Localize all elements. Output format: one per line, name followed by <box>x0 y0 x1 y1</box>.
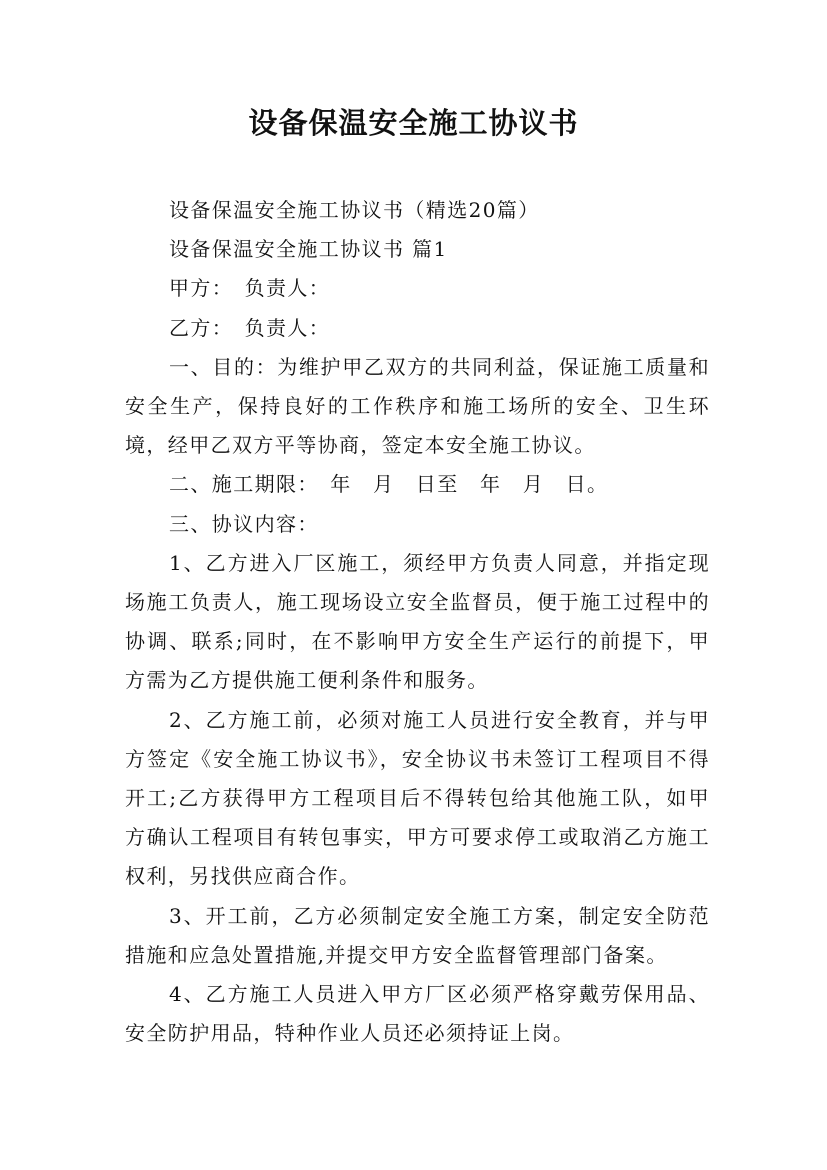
paragraph-clause-4: 4、乙方施工人员进入甲方厂区必须严格穿戴劳保用品、安全防护用品，特种作业人员还必须持证上岗。 <box>125 982 710 1046</box>
paragraph-purpose: 一、目的：为维护甲乙双方的共同利益，保证施工质量和安全生产，保持良好的工作秩序和施工场所的安全、卫生环境，经甲乙双方平等协商，签定本安全施工协议。 <box>125 354 710 458</box>
paragraph-contents-heading: 三、协议内容： <box>169 511 319 536</box>
paragraph-clause-3: 3、开工前，乙方必须制定安全施工方案，制定安全防范措施和应急处置措施,并提交甲方安全监督管理部门备案。 <box>125 903 710 967</box>
paragraph-clause-2: 2、乙方施工前，必须对施工人员进行安全教育，并与甲方签定《安全施工协议书》，安全协议书未签订工程项目不得开工;乙方获得甲方工程项目后不得转包给其他施工队，如甲方确认工程项目有转包事实，甲方可要求停工或取消乙方施工权利，另找供应商合作。 <box>125 707 710 889</box>
paragraph-party-b: 乙方： 负责人： <box>169 315 331 340</box>
document-body <box>125 191 710 1053</box>
paragraph-party-a: 甲方： 负责人： <box>169 276 331 301</box>
document-title: 设备保温安全施工协议书 <box>248 106 579 140</box>
paragraph-section-heading: 设备保温安全施工协议书 篇1 <box>169 237 448 262</box>
paragraph-term: 二、施工期限： 年 月 日至 年 月 日。 <box>169 472 609 497</box>
paragraph-subtitle: 设备保温安全施工协议书（精选20篇） <box>169 198 540 222</box>
paragraph-clause-1: 1、乙方进入厂区施工，须经甲方负责人同意，并指定现场施工负责人，施工现场设立安全监督员，便于施工过程中的协调、联系;同时，在不影响甲方安全生产运行的前提下，甲方需为乙方提供施工便利条件和服务。 <box>125 550 710 693</box>
